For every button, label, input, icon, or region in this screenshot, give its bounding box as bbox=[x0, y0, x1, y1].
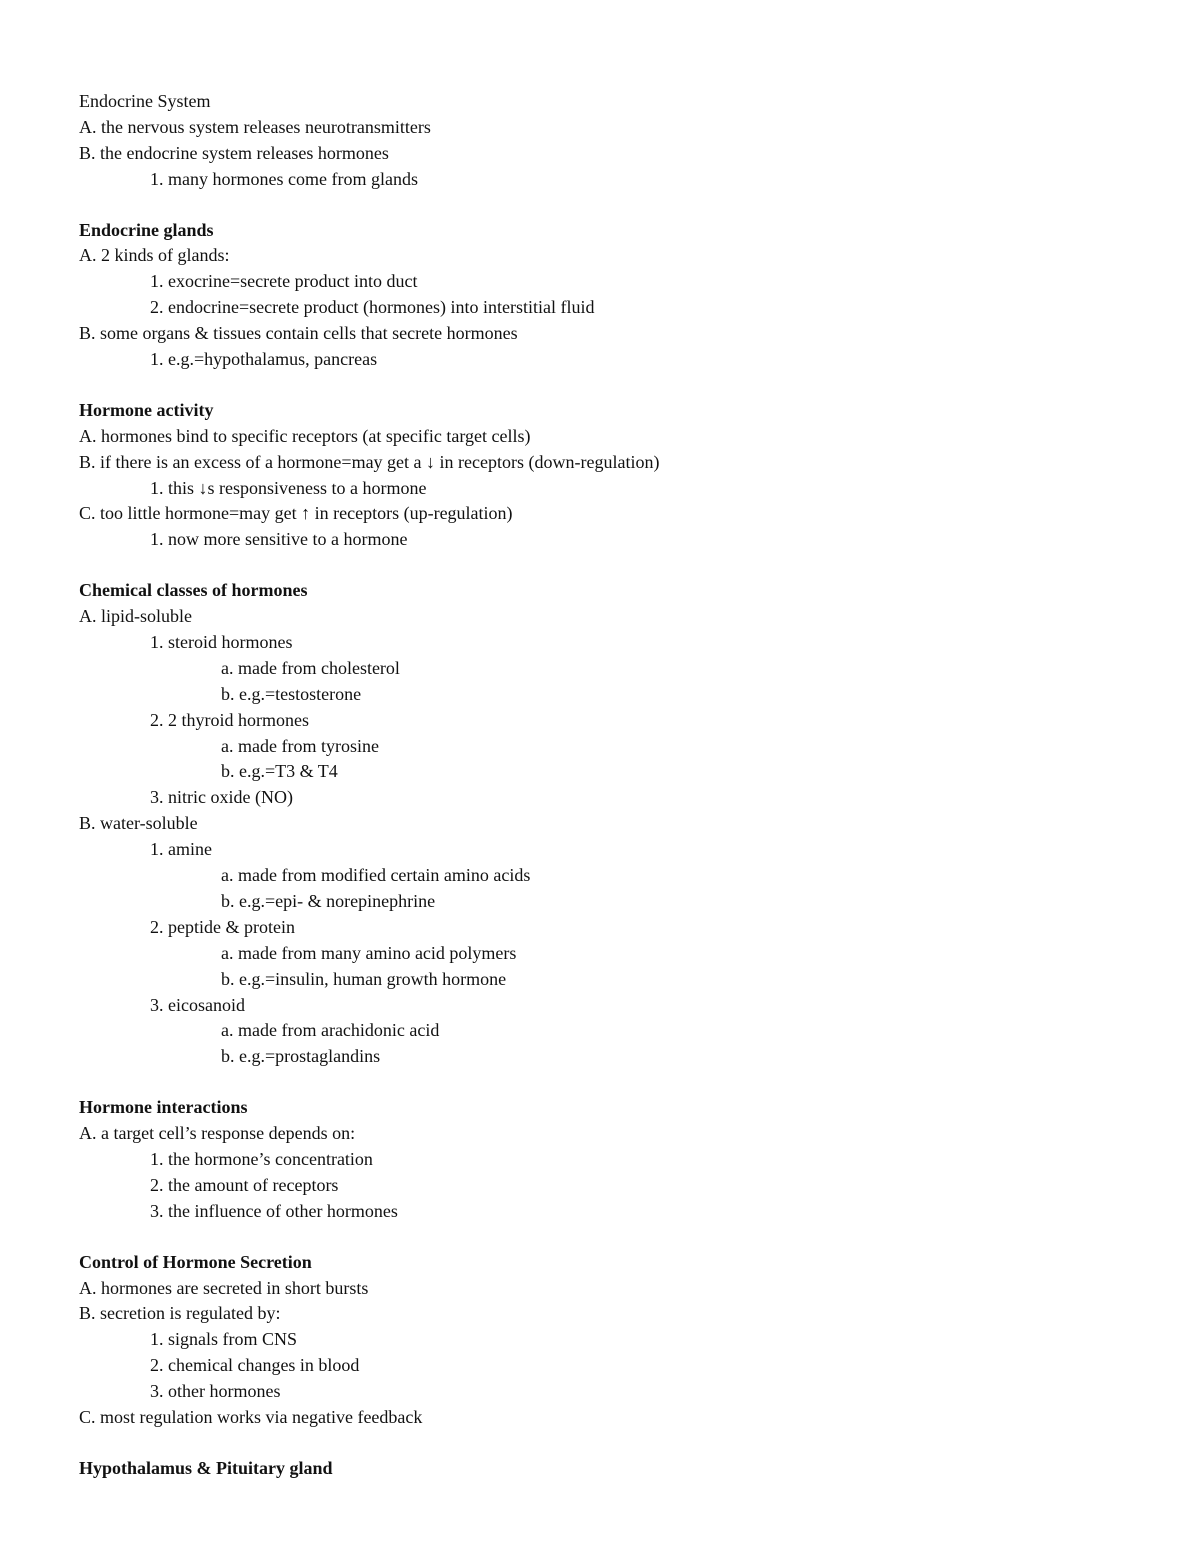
section-heading: Hormone activity bbox=[79, 399, 214, 420]
outline-item: A. hormones bind to specific receptors (at specific target cells) bbox=[79, 425, 531, 446]
outline-item: 3. other hormones bbox=[150, 1381, 281, 1402]
outline-item: B. some organs & tissues contain cells that secrete hormones bbox=[79, 323, 518, 344]
section-heading: Hormone interactions bbox=[79, 1097, 248, 1118]
outline-item: B. the endocrine system releases hormones bbox=[79, 142, 389, 163]
outline-item: A. the nervous system releases neurotransmitters bbox=[79, 116, 431, 137]
outline-item: a. made from tyrosine bbox=[221, 735, 379, 756]
outline-item: b. e.g.=prostaglandins bbox=[221, 1046, 381, 1067]
outline-item: 3. eicosanoid bbox=[150, 994, 245, 1015]
outline-item: b. e.g.=epi- & norepinephrine bbox=[221, 890, 436, 911]
section bbox=[79, 1250, 1139, 1431]
section bbox=[79, 398, 1139, 553]
intro-list bbox=[79, 115, 1139, 193]
section-heading: Hypothalamus & Pituitary gland bbox=[79, 1457, 333, 1478]
outline-item: C. too little hormone=may get ↑ in receptors (up-regulation) bbox=[79, 503, 513, 524]
section bbox=[79, 578, 1139, 1070]
outline-item: 1. the hormone’s concentration bbox=[150, 1148, 373, 1169]
outline-item: 3. nitric oxide (NO) bbox=[150, 787, 293, 808]
outline-item: 2. chemical changes in blood bbox=[150, 1355, 360, 1376]
outline-item: b. e.g.=insulin, human growth hormone bbox=[221, 968, 507, 989]
outline-item: 1. amine bbox=[150, 839, 212, 860]
section-heading: Chemical classes of hormones bbox=[79, 580, 308, 601]
outline-item: a. made from arachidonic acid bbox=[221, 1020, 440, 1041]
section bbox=[79, 1095, 1139, 1224]
section-heading: Endocrine glands bbox=[79, 219, 214, 240]
outline-item: 1. many hormones come from glands bbox=[150, 168, 418, 189]
outline-item: b. e.g.=testosterone bbox=[221, 683, 362, 704]
outline-item: 1. steroid hormones bbox=[150, 632, 293, 653]
sections-container bbox=[79, 218, 1139, 1482]
outline-item: a. made from modified certain amino acids bbox=[221, 865, 531, 886]
outline-item: b. e.g.=T3 & T4 bbox=[221, 761, 338, 782]
outline-item: C. most regulation works via negative feedback bbox=[79, 1406, 423, 1427]
outline-item: 1. e.g.=hypothalamus, pancreas bbox=[150, 349, 378, 370]
outline-item: B. water-soluble bbox=[79, 813, 198, 834]
outline-item: 2. 2 thyroid hormones bbox=[150, 709, 309, 730]
outline-item: a. made from cholesterol bbox=[221, 657, 400, 678]
outline-item: 1. this ↓s responsiveness to a hormone bbox=[150, 477, 427, 498]
outline-item: 3. the influence of other hormones bbox=[150, 1200, 398, 1221]
outline-item: A. a target cell’s response depends on: bbox=[79, 1123, 356, 1144]
outline-item: 2. endocrine=secrete product (hormones) into interstitial fluid bbox=[150, 297, 595, 318]
outline-item: 1. signals from CNS bbox=[150, 1329, 298, 1350]
outline-item: A. hormones are secreted in short bursts bbox=[79, 1277, 369, 1298]
outline-item: A. 2 kinds of glands: bbox=[79, 245, 230, 266]
section bbox=[79, 1456, 1139, 1482]
outline-item: 2. peptide & protein bbox=[150, 916, 295, 937]
outline-item: A. lipid-soluble bbox=[79, 606, 192, 627]
outline-item: 1. now more sensitive to a hormone bbox=[150, 529, 408, 550]
outline-item: 2. the amount of receptors bbox=[150, 1174, 339, 1195]
outline-item: 1. exocrine=secrete product into duct bbox=[150, 271, 418, 292]
outline-item: a. made from many amino acid polymers bbox=[221, 942, 517, 963]
document-page bbox=[79, 89, 1139, 1482]
outline-item: B. secretion is regulated by: bbox=[79, 1303, 281, 1324]
outline-item: B. if there is an excess of a hormone=may get a ↓ in receptors (down-regulation) bbox=[79, 451, 660, 472]
section-heading: Control of Hormone Secretion bbox=[79, 1251, 312, 1272]
section bbox=[79, 218, 1139, 373]
document-title: Endocrine System bbox=[79, 91, 211, 111]
